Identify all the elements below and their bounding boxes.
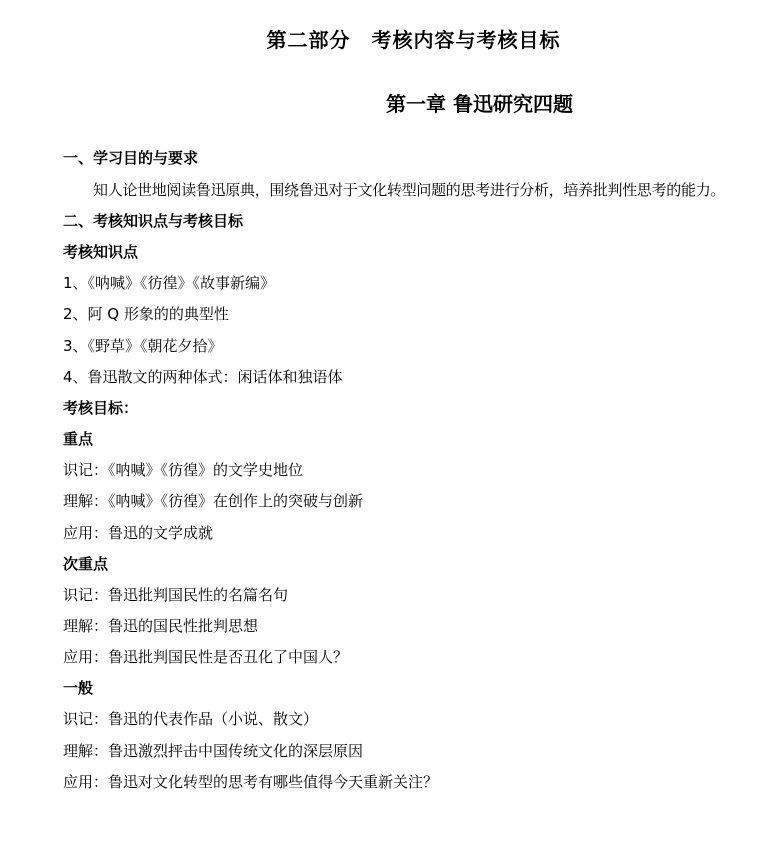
key-item: 应用：鲁迅的文学成就	[63, 524, 214, 542]
knowledge-item: 2、阿 Q 形象的的典型性	[63, 305, 229, 323]
general-item: 应用：鲁迅对文化转型的思考有哪些值得今天重新关注？	[63, 773, 439, 791]
goals-heading: 考核目标：	[63, 399, 139, 417]
secondary-item: 识记：鲁迅批判国民性的名篇名句	[63, 586, 289, 604]
key-heading: 重点	[63, 430, 94, 448]
part-title: 第二部分 考核内容与考核目标	[266, 28, 561, 52]
knowledge-item: 1、《呐喊》《彷徨》《故事新编》	[63, 274, 276, 292]
key-item: 识记：《呐喊》《彷徨》的文学史地位	[63, 461, 304, 479]
knowledge-item: 3、《野草》《朝花夕拾》	[63, 337, 223, 355]
chapter-title: 第一章 鲁迅研究四题	[386, 92, 573, 116]
secondary-item: 应用：鲁迅批判国民性是否丑化了中国人？	[63, 648, 349, 666]
key-item: 理解：《呐喊》《彷徨》在创作上的突破与创新	[63, 492, 364, 510]
general-item: 识记：鲁迅的代表作品（小说、散文）	[63, 710, 319, 728]
section1-heading: 一、学习目的与要求	[63, 149, 199, 167]
knowledge-item: 4、鲁迅散文的两种体式：闲话体和独语体	[63, 368, 343, 386]
section2-heading: 二、考核知识点与考核目标	[63, 212, 244, 230]
section1-text: 知人论世地阅读鲁迅原典，围绕鲁迅对于文化转型问题的思考进行分析，培养批判性思考的能力。	[93, 181, 726, 199]
general-heading: 一般	[63, 679, 94, 697]
secondary-heading: 次重点	[63, 555, 109, 573]
general-item: 理解：鲁迅激烈抨击中国传统文化的深层原因	[63, 742, 364, 760]
secondary-item: 理解：鲁迅的国民性批判思想	[63, 617, 259, 635]
knowledge-heading: 考核知识点	[63, 243, 139, 261]
